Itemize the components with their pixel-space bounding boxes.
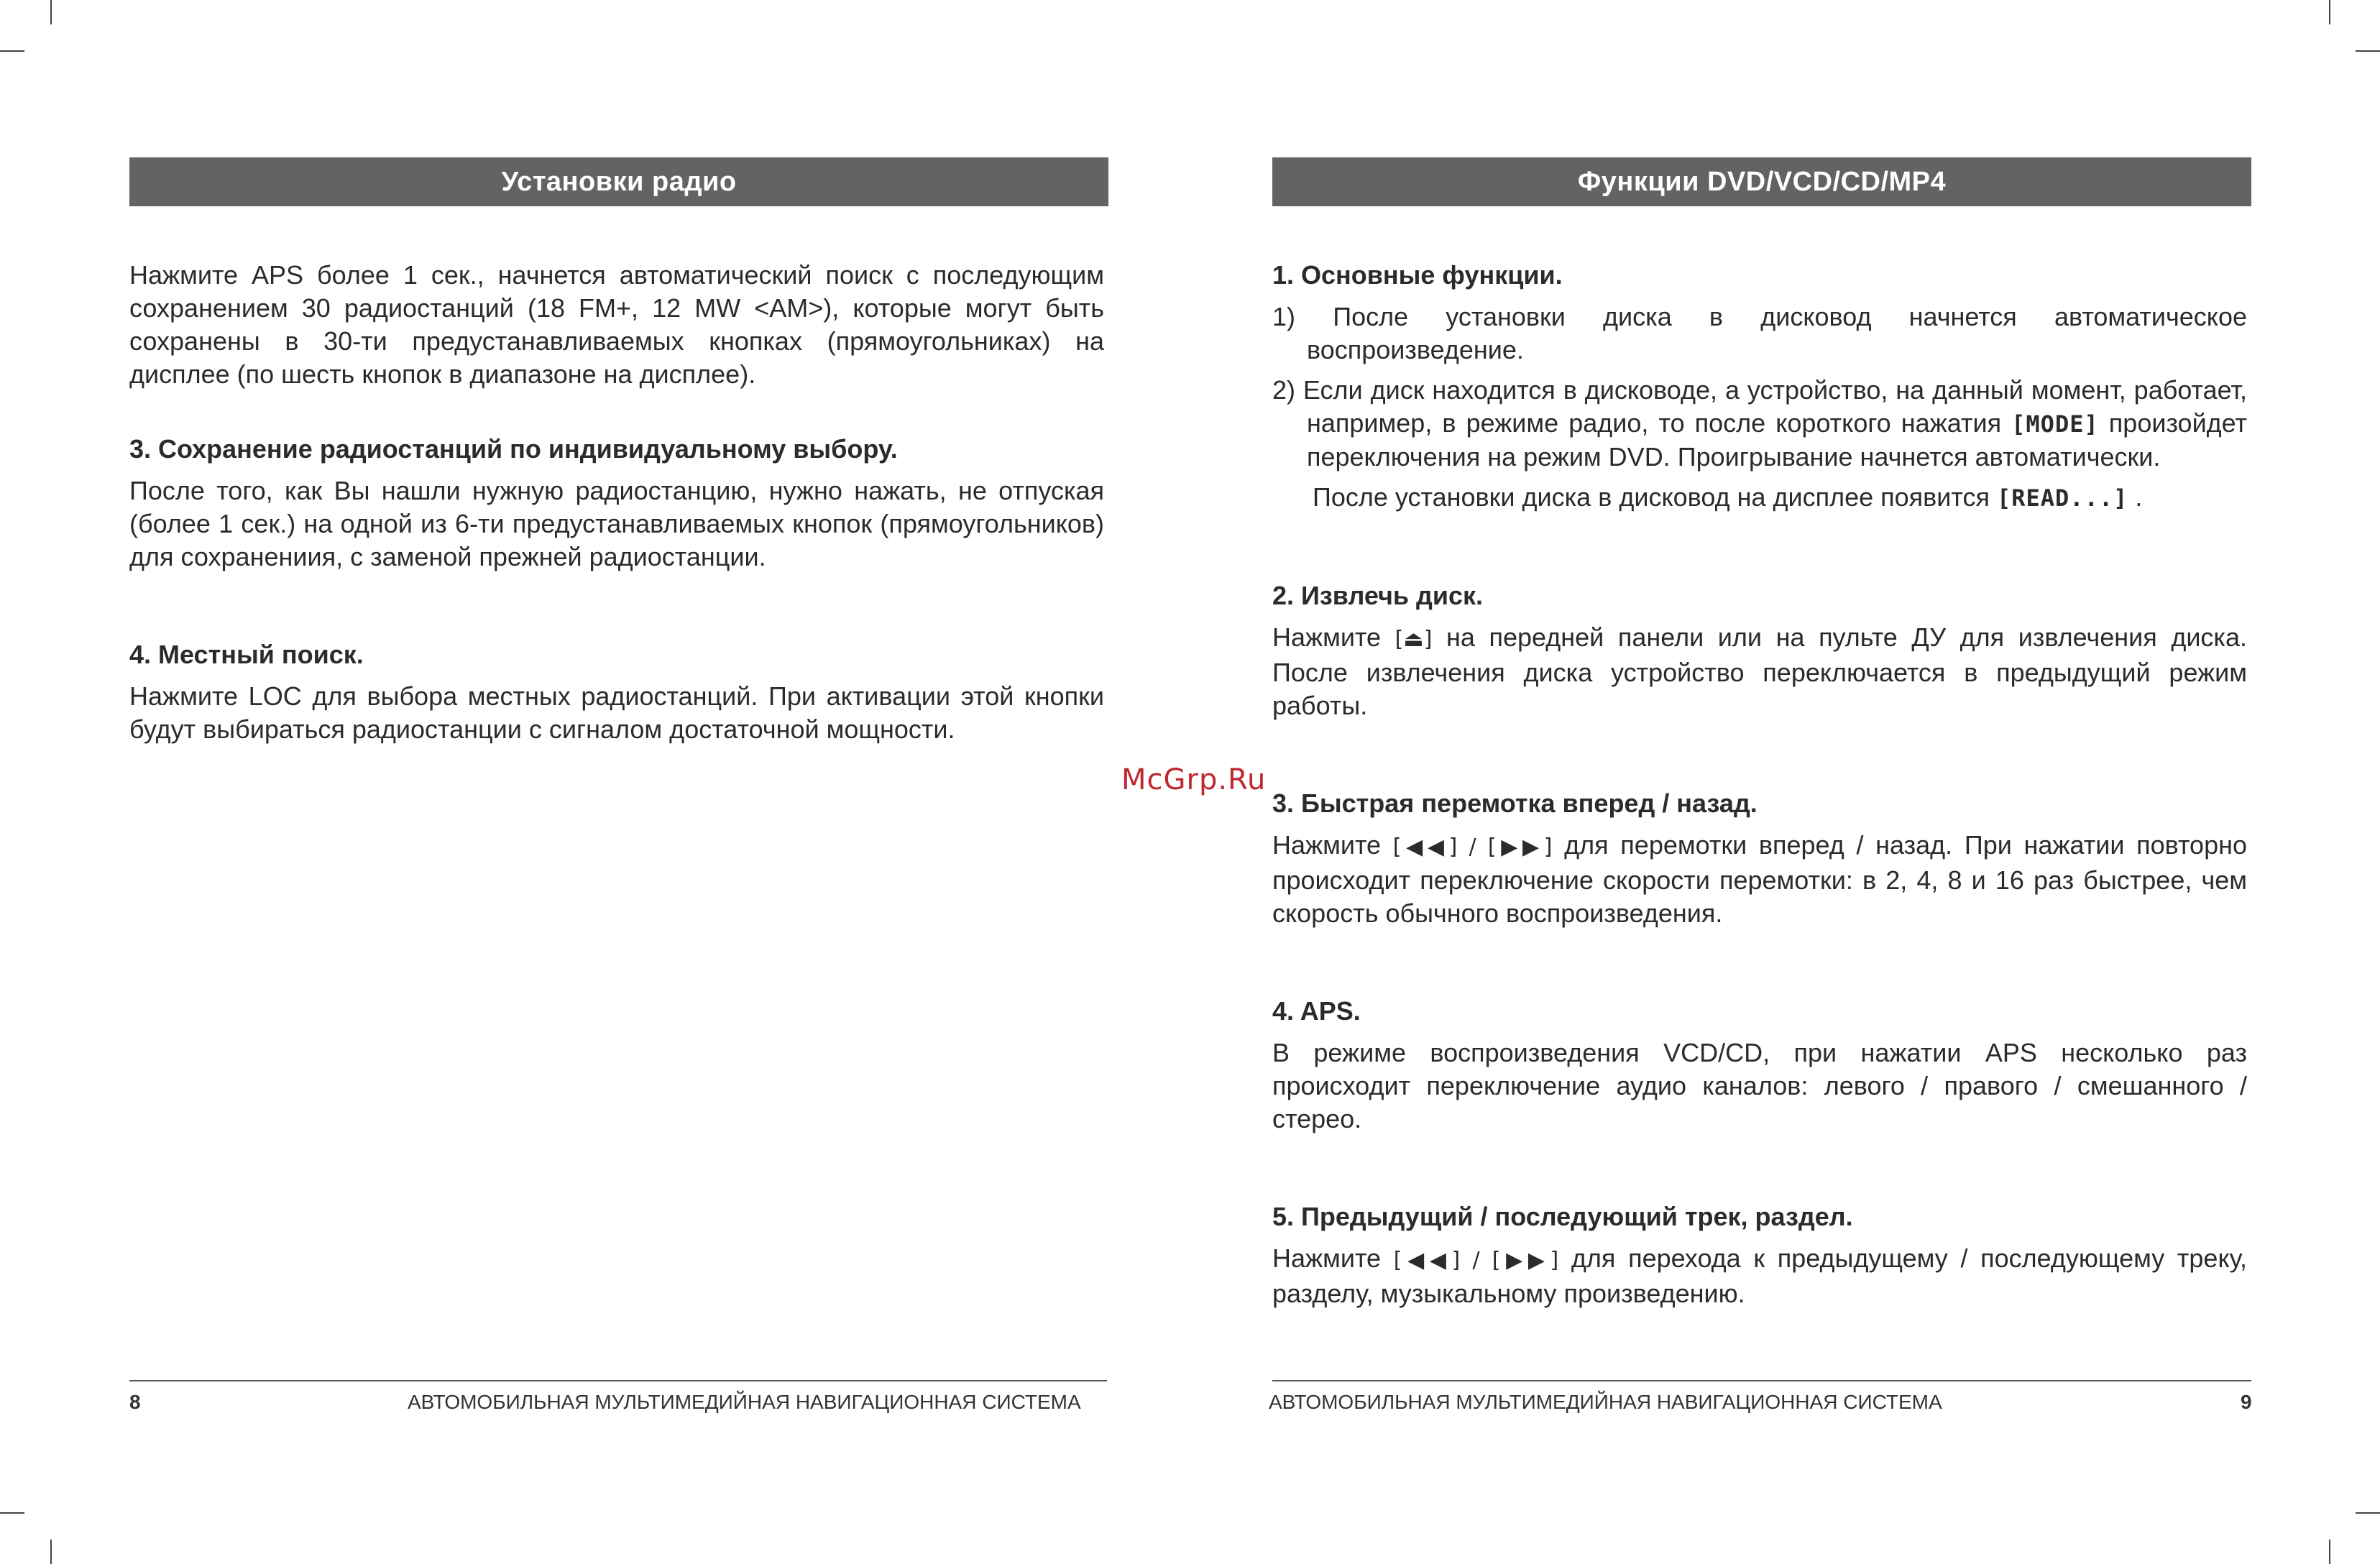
section-1-item-1: 1) После установки диска в дисковод начнется автоматическое воспроизведение. bbox=[1272, 302, 2247, 364]
watermark-text: McGrp.Ru bbox=[1121, 763, 1267, 796]
section-1-item-2 bbox=[1272, 374, 2247, 474]
s2-text: на передней панели или на пульте ДУ для извлечения диска. После извлечения диска устройство переключается в предыдущий режим работы. bbox=[1272, 622, 2247, 720]
right-content bbox=[1272, 259, 2247, 1310]
s5-text: для перехода к предыдущему / последующему треку, разделу, музыкальному произведению. bbox=[1272, 1243, 2248, 1308]
section-3-title: 3. Сохранение радиостанций по индивидуальному выбору. bbox=[129, 434, 898, 464]
note-text-start: После установки диска в дисковод на дисплее появится bbox=[1313, 482, 1997, 512]
note-text-end: . bbox=[2128, 482, 2143, 512]
footer-title: АВТОМОБИЛЬНАЯ МУЛЬТИМЕДИЙНАЯ НАВИГАЦИОННАЯ СИСТЕМА bbox=[1269, 1391, 1942, 1413]
section-3-text: После того, как Вы нашли нужную радиостанцию, нужно нажать, не отпуская (более 1 сек.) на одной из 6-ти предустанавливаемых кнопок (прямоугольников) для сохранениия, с заменой прежней радиостанции. bbox=[129, 476, 1104, 571]
radio-settings-header: Установки радио bbox=[129, 157, 1108, 206]
dvd-functions-header: Функции DVD/VCD/CD/MP4 bbox=[1272, 157, 2251, 206]
page-number: 8 bbox=[129, 1391, 141, 1413]
section-5-text bbox=[1272, 1242, 2247, 1310]
eject-icon: [⏏] bbox=[1395, 627, 1433, 652]
aps-intro-paragraph: Нажмите APS более 1 сек., начнется автоматический поиск с последующим сохранением 30 радиостанций (18 FM+, 12 MW <AM>), которые могут быть сохранены в 30-ти предустанавливаемых кнопках (прямоугольниках) на дисплее (по шесть кнопок в диапазоне на дисплее). bbox=[129, 260, 1104, 389]
s3-text: для перемотки вперед / назад. При нажатии повторно происходит переключение скорости перемотки: в 2, 4, 8 и 16 раз быстрее, чем скорость обычного воспроизведения. bbox=[1272, 830, 2247, 928]
footer-title: АВТОМОБИЛЬНАЯ МУЛЬТИМЕДИЙНАЯ НАВИГАЦИОННАЯ СИСТЕМА bbox=[408, 1391, 1081, 1413]
right-page bbox=[1190, 0, 2380, 1564]
footer-divider bbox=[129, 1380, 1107, 1381]
item-2-text-start: 2) Если диск находится в дисководе, а устройство, на данный момент, работает, например, в режиме радио, то после короткого нажатия bbox=[1272, 375, 2247, 438]
section-3-text bbox=[1272, 829, 2247, 930]
page-number: 9 bbox=[2241, 1391, 2252, 1413]
section-4-title: 4. APS. bbox=[1272, 996, 1361, 1026]
section-2-text bbox=[1272, 621, 2247, 722]
section-4-text: Нажмите LOC для выбора местных радиостанций. При активации этой кнопки будут выбираться радиостанции с сигналом достаточной мощности. bbox=[129, 681, 1104, 744]
section-5-title: 5. Предыдущий / последующий трек, раздел. bbox=[1272, 1202, 1853, 1231]
section-1-title: 1. Основные функции. bbox=[1272, 260, 1563, 290]
section-4-title: 4. Местный поиск. bbox=[129, 640, 364, 669]
item-2-text-end: произойдет переключения на режим DVD. Проигрывание начнется автоматически. bbox=[1307, 408, 2247, 472]
mode-key-label: [MODE] bbox=[2011, 410, 2099, 438]
section-2-title: 2. Извлечь диск. bbox=[1272, 581, 1484, 610]
rewind-forward-icons: [◀◀] / [▶▶] bbox=[1392, 834, 1553, 860]
read-display-label: [READ...] bbox=[1996, 484, 2128, 512]
s2-prefix: Нажмите bbox=[1272, 622, 1395, 652]
s5-prefix: Нажмите bbox=[1272, 1243, 1394, 1273]
section-4-text: В режиме воспроизведения VCD/CD, при нажатии APS несколько раз происходит переключение аудио каналов: левого / правого / смешанного / стерео. bbox=[1272, 1038, 2247, 1133]
left-content bbox=[129, 259, 1104, 746]
section-1-note bbox=[1272, 481, 2247, 515]
footer-divider bbox=[1272, 1380, 2251, 1381]
s3-prefix: Нажмите bbox=[1272, 830, 1393, 860]
prev-next-icons: [◀◀] / [▶▶] bbox=[1393, 1248, 1559, 1273]
section-3-title: 3. Быстрая перемотка вперед / назад. bbox=[1272, 788, 1758, 818]
